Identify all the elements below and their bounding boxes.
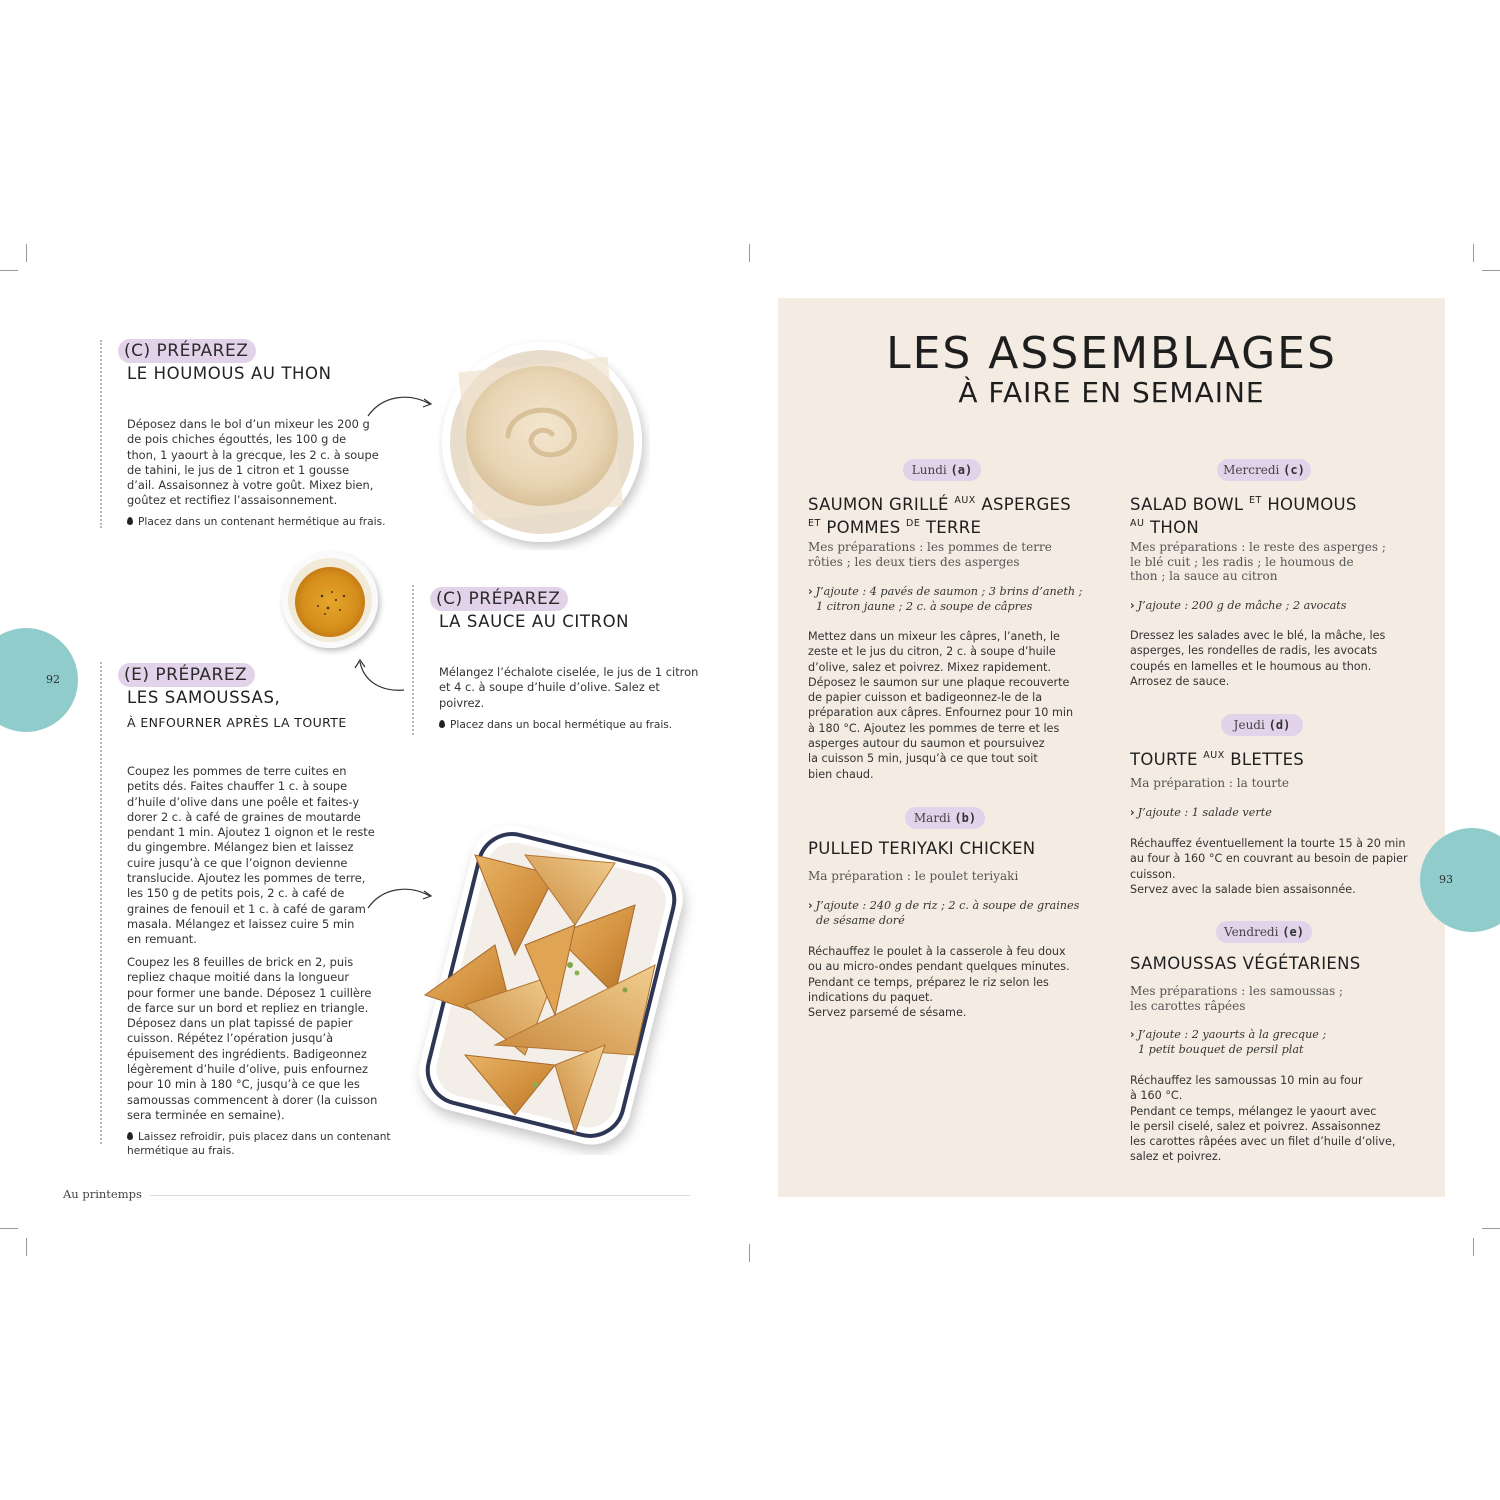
crop-mark [749,1244,750,1262]
step-badge: (E) PRÉPAREZ [118,663,255,687]
recipe-preparations: Ma préparation : la tourte [1130,776,1290,790]
samoussas-photo [405,815,697,1155]
day-badge-mercredi: Mercredi (c) [1217,459,1311,481]
recipe-ingredients: › J’ajoute : 200 g de mâche ; 2 avocats [1130,599,1347,612]
recipe-instructions: Mettez dans un mixeur les câpres, l’aneth, le zeste et le jus du citron, 2 c. à soupe d’huile d’olive, salez et poivrez. Mixez rapidement. Déposez le saumon sur une plaque recouverte de papier cuisson et badigeonnez-le de la préparation aux câpres. Enfournez pour 10 min à 180 °C. Ajoutez les pommes de terre et les asperges autour du saumon et poursuivez la cuisson 5 min, jusqu’à ce que tout soit bien chaud. [808,630,1074,781]
day-badge-lundi: Lundi (a) [903,459,981,481]
recipe-title: SAUMON GRILLÉ $^{AUX}$ ASPERGES $^{ET}$ POMMES $^{DE}$ TERRE [808,495,1072,537]
page-number-tab [0,628,78,732]
step-badge: (C) PRÉPAREZ [430,587,568,611]
page-number: 93 [1439,873,1453,886]
recipe-title: TOURTE $^{AUX}$ BLETTES [1130,750,1305,769]
panel-title: LES ASSEMBLAGES [886,328,1337,379]
chevron-right-icon: › [808,585,813,598]
recipe-ingredients: › J’ajoute : 1 salade verte [1130,806,1272,819]
curved-arrow-icon [364,390,436,424]
crop-mark [1482,270,1500,271]
step-body: Mélangez l’échalote ciselée, le jus de 1 citron et 4 c. à soupe d’huile d’olive. Salez et poivrez. [439,665,699,710]
crop-mark [749,244,750,262]
curved-arrow-icon [352,656,408,696]
recipe-preparations: Mes préparations : le reste des asperges ; le blé cuit ; les radis ; le houmous de thon ; la sauce au citron [1130,540,1386,583]
step-badge: (C) PRÉPAREZ [118,339,256,363]
storage-note: Placez dans un bocal hermétique au frais. [439,718,672,732]
drop-icon [439,720,445,728]
recipe-preparations: Mes préparations : les pommes de terre rôties ; les deux tiers des asperges [808,540,1052,569]
recipe-preparations: Ma préparation : le poulet teriyaki [808,869,1019,883]
storage-note: Laissez refroidir, puis placez dans un contenant hermétique au frais. [127,1131,391,1157]
day-badge-vendredi: Vendredi (e) [1216,921,1312,943]
crop-mark [26,244,27,262]
chevron-right-icon: › [1130,806,1135,819]
chevron-right-icon: › [808,899,813,912]
crop-mark [0,270,18,271]
houmous-photo [438,338,650,550]
chevron-right-icon: › [1130,599,1135,612]
recipe-preparations: Mes préparations : les samoussas ; les carottes râpées [1130,984,1344,1013]
chevron-right-icon: › [1130,1028,1135,1041]
recipe-title: PULLED TERIYAKI CHICKEN [808,839,1036,858]
step-body: Coupez les pommes de terre cuites en petits dés. Faites chauffer 1 c. à soupe d’huile d’olive dans une poêle et faites-y dorer 2 c. à café de graines de moutarde pendant 1 min. Ajoutez 1 oignon et le reste du gingembre. Mélangez bien et laissez cuire jusqu’à ce que l’oignon devienne translucide. Ajoutez les pommes de terre, les 150 g de petits pois, 2 c. à café de graines de fenouil et 1 c. à café de garam masala. Mélangez et laissez cuire 5 min en remuant. [127,764,375,947]
crop-mark [1482,1228,1500,1229]
crop-mark [1473,1238,1474,1256]
recipe-ingredients: › J’ajoute : 240 g de riz ; 2 c. à soupe de graines de sésame doré [808,899,1080,927]
weekly-assembly-panel [778,298,1445,1197]
panel-subtitle: À FAIRE EN SEMAINE [958,376,1265,409]
step-title: LE HOUMOUS AU THON [127,364,332,383]
page-number: 92 [46,673,60,686]
running-footer: Au printemps [63,1187,142,1201]
guide-line [100,662,102,1144]
step-body: Coupez les 8 feuilles de brick en 2, puis repliez chaque moitié dans la longueur pour former une bande. Déposez 1 cuillère de farce sur un bord et repliez en triangle. Déposez dans un plat tapissé de papier cuisson. Répétez l’opération jusqu’à épuisement des ingrédients. Badigeonnez légèrement d’huile d’olive, puis enfournez pour 10 min à 180 °C, jusqu’à ce que les samoussas commencent à dorer (la cuisson sera terminée en semaine). [127,955,378,1122]
step-title: LES SAMOUSSAS, [127,688,281,707]
day-badge-jeudi: Jeudi (d) [1221,714,1303,736]
day-badge-mardi: Mardi (b) [905,807,985,829]
recipe-instructions: Réchauffez éventuellement la tourte 15 à 20 min au four à 160 °C en couvrant au besoin de papier cuisson. Servez avec la salade bien assaisonnée. [1130,837,1408,896]
crop-mark [1473,244,1474,262]
crop-mark [26,1238,27,1256]
storage-note: Placez dans un contenant hermétique au frais. [127,515,385,529]
recipe-instructions: Dressez les salades avec le blé, la mâche, les asperges, les rondelles de radis, les avocats coupés en lamelles et le houmous au thon. Arrosez de sauce. [1130,629,1386,688]
drop-icon [127,1132,133,1140]
step-body: Déposez dans le bol d’un mixeur les 200 g de pois chiches égouttés, les 100 g de thon, 1 yaourt à la grecque, les 2 c. à soupe de tahini, le jus de 1 citron et 1 gousse d’ail. Assaisonnez à votre goût. Mixez bien, goûtez et rectifiez l’assaisonnement. [127,417,379,508]
guide-line [412,585,414,735]
recipe-title: SAMOUSSAS VÉGÉTARIENS [1130,954,1361,973]
crop-mark [0,1228,18,1229]
recipe-ingredients: › J’ajoute : 2 yaourts à la grecque ; 1 petit bouquet de persil plat [1130,1028,1327,1056]
guide-line [100,340,102,528]
step-subtitle: À ENFOURNER APRÈS LA TOURTE [127,715,347,730]
recipe-title: SALAD BOWL $^{ET}$ HOUMOUS $^{AU}$ THON [1130,495,1357,537]
step-title: LA SAUCE AU CITRON [439,612,630,631]
recipe-ingredients: › J’ajoute : 4 pavés de saumon ; 3 brins d’aneth ; 1 citron jaune ; 2 c. à soupe de câpres [808,585,1083,613]
lemon-sauce-photo [278,548,386,656]
recipe-instructions: Réchauffez les samoussas 10 min au four à 160 °C. Pendant ce temps, mélangez le yaourt avec le persil ciselé, salez et poivrez. Assaisonnez les carottes râpées avec un filet d’huile d’olive, salez et poivrez. [1130,1074,1396,1164]
recipe-instructions: Réchauffez le poulet à la casserole à feu doux ou au micro-ondes pendant quelques minutes. Pendant ce temps, préparez le riz selon les indications du paquet. Servez parsemé de sésame. [808,945,1070,1020]
drop-icon [127,517,133,525]
footer-rule [150,1195,690,1196]
